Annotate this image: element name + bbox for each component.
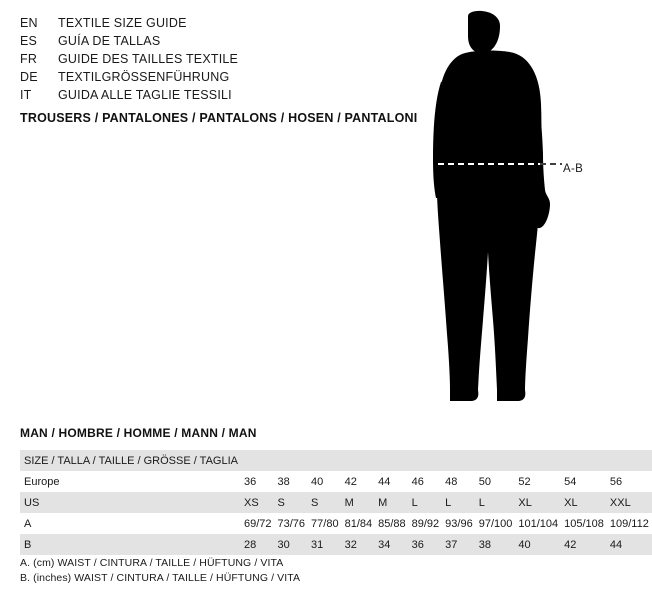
cell: [476, 450, 516, 471]
cell: L: [442, 492, 476, 513]
cell: 31: [308, 534, 342, 555]
row-label: B: [20, 534, 241, 555]
cell: 42: [342, 471, 376, 492]
cell: [442, 450, 476, 471]
cell: 52: [515, 471, 561, 492]
language-list: [20, 14, 380, 104]
cell: S: [275, 492, 309, 513]
cell: 46: [409, 471, 443, 492]
language-row: [20, 50, 380, 68]
cell: XL: [561, 492, 607, 513]
cell: 37: [442, 534, 476, 555]
figure-silhouette: [400, 8, 600, 408]
cell: XL: [515, 492, 561, 513]
table-row: [20, 534, 652, 555]
cell: 89/92: [409, 513, 443, 534]
cell: 85/88: [375, 513, 409, 534]
cell: 101/104: [515, 513, 561, 534]
cell: 44: [375, 471, 409, 492]
cell: 40: [308, 471, 342, 492]
cell: 40: [515, 534, 561, 555]
table-row: [20, 492, 652, 513]
cell: 36: [409, 534, 443, 555]
language-code: DE: [20, 70, 38, 84]
cell: M: [342, 492, 376, 513]
cell: XS: [241, 492, 275, 513]
row-label: Europe: [20, 471, 241, 492]
row-label: SIZE / TALLA / TAILLE / GRÖSSE / TAGLIA: [20, 450, 241, 471]
cell: [375, 450, 409, 471]
cell: 77/80: [308, 513, 342, 534]
language-text: GUIDE DES TAILLES TEXTILE: [58, 52, 239, 66]
cell: [241, 450, 275, 471]
footnote-a: A. (cm) WAIST / CINTURA / TAILLE / HÜFTUNG / VITA: [20, 557, 284, 569]
language-text: GUIDA ALLE TAGLIE TESSILI: [58, 88, 232, 102]
cell: 54: [561, 471, 607, 492]
cell: 50: [476, 471, 516, 492]
cell: [275, 450, 309, 471]
footnote-b: B. (inches) WAIST / CINTURA / TAILLE / HÜFTUNG / VITA: [20, 572, 301, 584]
row-label: US: [20, 492, 241, 513]
language-row: [20, 86, 380, 104]
row-label: A: [20, 513, 241, 534]
language-text: GUÍA DE TALLAS: [58, 34, 161, 48]
language-text: TEXTILGRÖSSENFÜHRUNG: [58, 70, 230, 84]
cell: 30: [275, 534, 309, 555]
cell: 48: [442, 471, 476, 492]
language-code: IT: [20, 88, 32, 102]
cell: 69/72: [241, 513, 275, 534]
table-row: [20, 450, 652, 471]
cell: [308, 450, 342, 471]
cell: [561, 450, 607, 471]
cell: 28: [241, 534, 275, 555]
cell: 56: [607, 471, 652, 492]
cell: 44: [607, 534, 652, 555]
language-row: [20, 14, 380, 32]
cell: 93/96: [442, 513, 476, 534]
footnotes: [20, 556, 300, 586]
table-row: [20, 471, 652, 492]
cell: XXL: [607, 492, 652, 513]
cell: 42: [561, 534, 607, 555]
cell: [409, 450, 443, 471]
cell: [342, 450, 376, 471]
cell: 97/100: [476, 513, 516, 534]
table-row: [20, 513, 652, 534]
cell: 105/108: [561, 513, 607, 534]
cell: 32: [342, 534, 376, 555]
cell: 34: [375, 534, 409, 555]
cell: 81/84: [342, 513, 376, 534]
section-title: TROUSERS / PANTALONES / PANTALONS / HOSEN / PANTALONI: [20, 111, 418, 125]
cell: [607, 450, 652, 471]
language-code: FR: [20, 52, 38, 66]
cell: 38: [275, 471, 309, 492]
cell: L: [409, 492, 443, 513]
cell: L: [476, 492, 516, 513]
language-row: [20, 32, 380, 50]
cell: M: [375, 492, 409, 513]
language-code: EN: [20, 16, 38, 30]
language-code: ES: [20, 34, 38, 48]
language-row: [20, 68, 380, 86]
cell: 38: [476, 534, 516, 555]
cell: [515, 450, 561, 471]
table-title: MAN / HOMBRE / HOMME / MANN / MAN: [20, 426, 257, 440]
cell: 73/76: [275, 513, 309, 534]
cell: S: [308, 492, 342, 513]
language-text: TEXTILE SIZE GUIDE: [58, 16, 187, 30]
cell: 109/112: [607, 513, 652, 534]
man-silhouette-icon: [400, 8, 600, 408]
measurement-label-ab: A-B: [563, 163, 584, 175]
size-table: [20, 450, 652, 555]
cell: 36: [241, 471, 275, 492]
